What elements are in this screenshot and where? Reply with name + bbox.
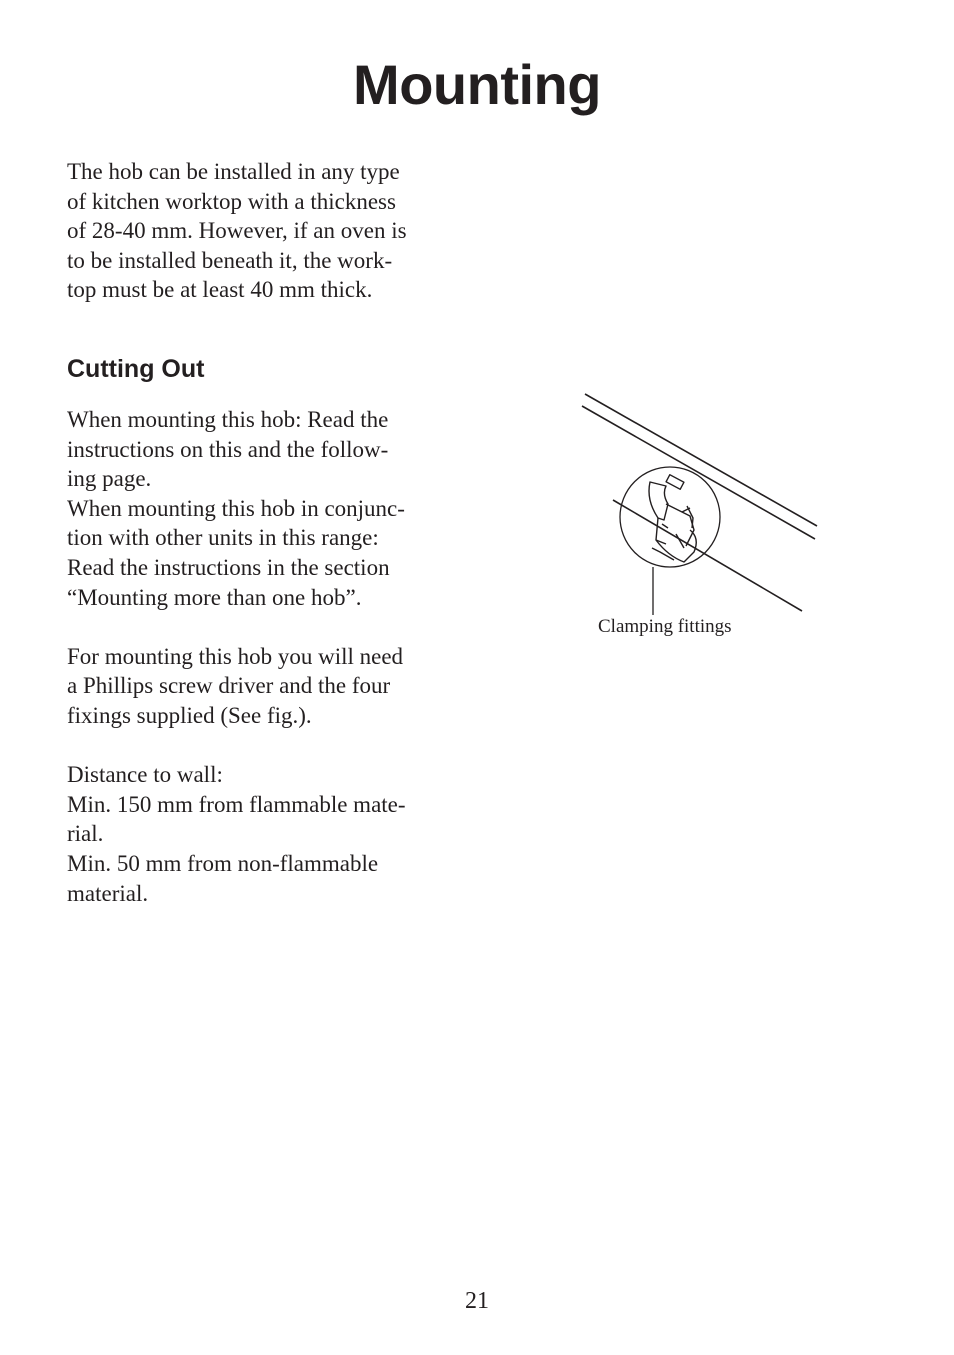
worktop-edge-line — [585, 394, 817, 526]
para1-line: “Mounting more than one hob”. — [67, 584, 362, 610]
para3-line: Min. 150 mm from flammable mate- — [67, 791, 406, 817]
para3-line: Distance to wall: — [67, 762, 223, 788]
para1-line: instructions on this and the follow- — [67, 436, 389, 462]
intro-paragraph — [67, 157, 457, 305]
clamp-icon — [649, 475, 696, 562]
intro-line: to be installed beneath it, the work- — [67, 247, 393, 273]
para3-line: rial. — [67, 821, 104, 847]
intro-line: top must be at least 40 mm thick. — [67, 277, 373, 303]
para2-line: For mounting this hob you will need — [67, 643, 404, 669]
para3-line: material. — [67, 880, 149, 906]
para2-line: fixings supplied (See fig.). — [67, 702, 312, 728]
paragraph-gap — [67, 612, 457, 642]
clamping-fittings-figure — [570, 385, 830, 615]
para3-line: Min. 50 mm from non-flammable — [67, 850, 379, 876]
intro-line: of kitchen worktop with a thickness — [67, 188, 396, 214]
paragraph-gap — [67, 731, 457, 761]
para1-line: tion with other units in this range: — [67, 525, 379, 551]
section-heading: Cutting Out — [67, 355, 205, 383]
page-number: 21 — [465, 1288, 489, 1314]
para2-line: a Phillips screw driver and the four — [67, 673, 391, 699]
para1-line: When mounting this hob: Read the — [67, 407, 389, 432]
para1-line: ing page. — [67, 466, 152, 492]
section-body — [67, 405, 457, 908]
page-title: Mounting — [353, 53, 601, 116]
para1-line: Read the instructions in the section — [67, 554, 390, 580]
para1-line: When mounting this hob in conjunc- — [67, 495, 405, 521]
intro-line: The hob can be installed in any type — [67, 159, 400, 184]
worktop-underside-line — [613, 500, 802, 611]
intro-line: of 28-40 mm. However, if an oven is — [67, 218, 407, 244]
detail-circle — [620, 467, 720, 567]
figure-label: Clamping fittings — [598, 616, 732, 637]
worktop-edge-line — [582, 406, 815, 539]
